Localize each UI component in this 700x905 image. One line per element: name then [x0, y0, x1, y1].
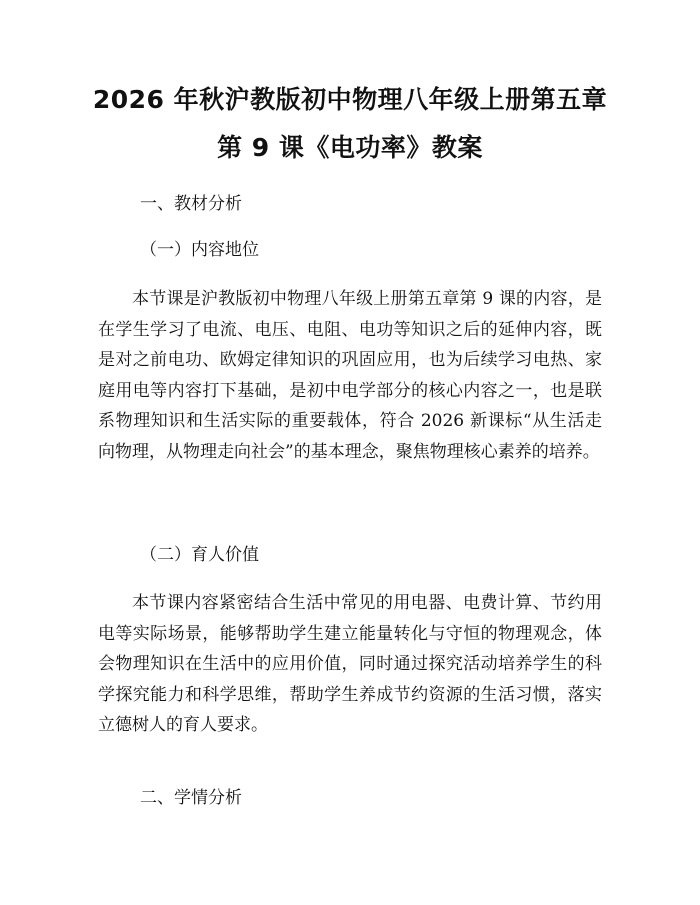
paragraph-educational-value: 本节课内容紧密结合生活中常见的用电器、电费计算、节约用电等实际场景，能够帮助学生建立能量转化与守恒的物理观念，体会物理知识在生活中的应用价值，同时通过探究活动培养学生的科学探究能力和科学思维，帮助学生养成节约资源的生活习惯，落实立德树人的育人要求。 — [98, 593, 602, 735]
paragraph-content-position: 本节课是沪教版初中物理八年级上册第五章第 9 课的内容，是在学生学习了电流、电压、电阻、电功等知识之后的延伸内容，既是对之前电功、欧姆定律知识的巩固应用，也为后续学习电热、家庭用电等内容打下基础，是初中电学部分的核心内容之一，也是联系物理知识和生活实际的重要载体，符合 2026 新课标“从生活走向物理，从物理走向社会”的基本理念，聚焦物理核心素养的培养。 — [98, 289, 602, 462]
subsection-heading-educational-value: （二）育人价值 — [140, 545, 259, 565]
section-heading-student-analysis: 二、学情分析 — [140, 788, 242, 808]
section-heading-textbook-analysis: 一、教材分析 — [140, 194, 242, 214]
subsection-heading-content-position: （一）内容地位 — [140, 240, 259, 260]
document-title-line1: 2026 年秋沪教版初中物理八年级上册第五章 — [92, 85, 608, 114]
document-title-line2: 第 9 课《电功率》教案 — [217, 133, 483, 162]
